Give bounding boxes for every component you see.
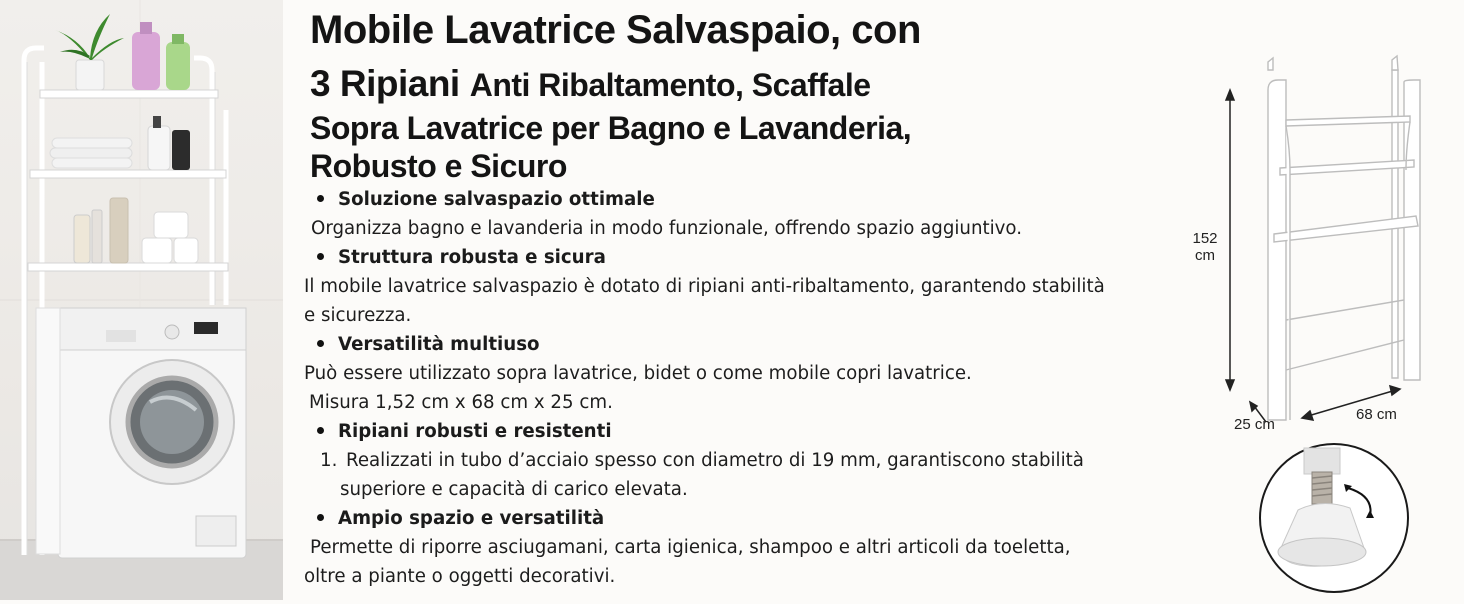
product-photo xyxy=(0,0,283,600)
shelf-bottom xyxy=(28,263,228,271)
section-text: Permette di riporre asciugamani, carta igienica, shampoo e altri articoli da toeletta, xyxy=(310,537,1071,558)
green-bottle xyxy=(166,42,190,90)
section-text: Il mobile lavatrice salvaspazio è dotato di ripiani anti-ribaltamento, garantendo stabilità xyxy=(304,276,1105,297)
width-label: 68 cm xyxy=(1356,406,1397,423)
pink-bottle xyxy=(132,32,160,90)
title-line-2 xyxy=(310,63,871,105)
bullet-dot-icon xyxy=(317,514,324,521)
numbered-marker: 1. xyxy=(320,450,338,471)
plant xyxy=(55,14,124,90)
bullet-heading: Ampio spazio e versatilità xyxy=(317,504,604,533)
towels xyxy=(50,138,132,168)
washing-machine xyxy=(58,308,246,558)
bullet-heading: Struttura robusta e sicura xyxy=(317,243,606,272)
bullet-heading: Soluzione salvaspazio ottimale xyxy=(317,185,655,214)
bullet-heading: Versatilità multiuso xyxy=(317,330,540,359)
depth-label: 25 cm xyxy=(1234,416,1275,433)
section-text: Organizza bagno e lavanderia in modo funzionale, offrendo spazio aggiuntivo. xyxy=(311,218,1023,239)
bullet-dot-icon xyxy=(317,340,324,347)
title-line-1: Mobile Lavatrice Salvaspaio, con xyxy=(310,8,921,52)
height-label: 152 cm xyxy=(1192,230,1218,264)
section-text: Può essere utilizzato sopra lavatrice, bidet o come mobile copri lavatrice. xyxy=(304,363,972,384)
height-arrow-icon xyxy=(1226,90,1234,390)
section-text: Misura 1,52 cm x 68 cm x 25 cm. xyxy=(309,392,613,413)
adjustable-foot-detail xyxy=(1260,444,1408,592)
shelf-middle xyxy=(30,170,226,178)
bullet-heading: Ripiani robusti e resistenti xyxy=(317,417,612,446)
dimension-diagram xyxy=(1170,40,1464,600)
shelf-top xyxy=(40,90,218,98)
title-line-4: Robusto e Sicuro xyxy=(310,148,567,184)
shelf-outline-drawing xyxy=(1170,40,1464,600)
bullet-dot-icon xyxy=(317,253,324,260)
washing-machine-shelf-illustration xyxy=(0,0,283,600)
bullet-dot-icon xyxy=(317,427,324,434)
section-text: e sicurezza. xyxy=(304,305,412,326)
section-text: oltre a piante o oggetti decorativi. xyxy=(304,566,616,587)
title-line-2-main: 3 Ripiani xyxy=(310,63,460,104)
title-line-3: Sopra Lavatrice per Bagno e Lavanderia, xyxy=(310,110,912,146)
section-text: Realizzati in tubo d’acciaio spesso con diametro di 19 mm, garantiscono stabilità xyxy=(346,450,1084,471)
section-text: superiore e capacità di carico elevata. xyxy=(340,479,688,500)
rack-outline xyxy=(1268,56,1420,420)
bullet-dot-icon xyxy=(317,195,324,202)
title-line-2-rest: Anti Ribaltamento, Scaffale xyxy=(469,67,871,103)
